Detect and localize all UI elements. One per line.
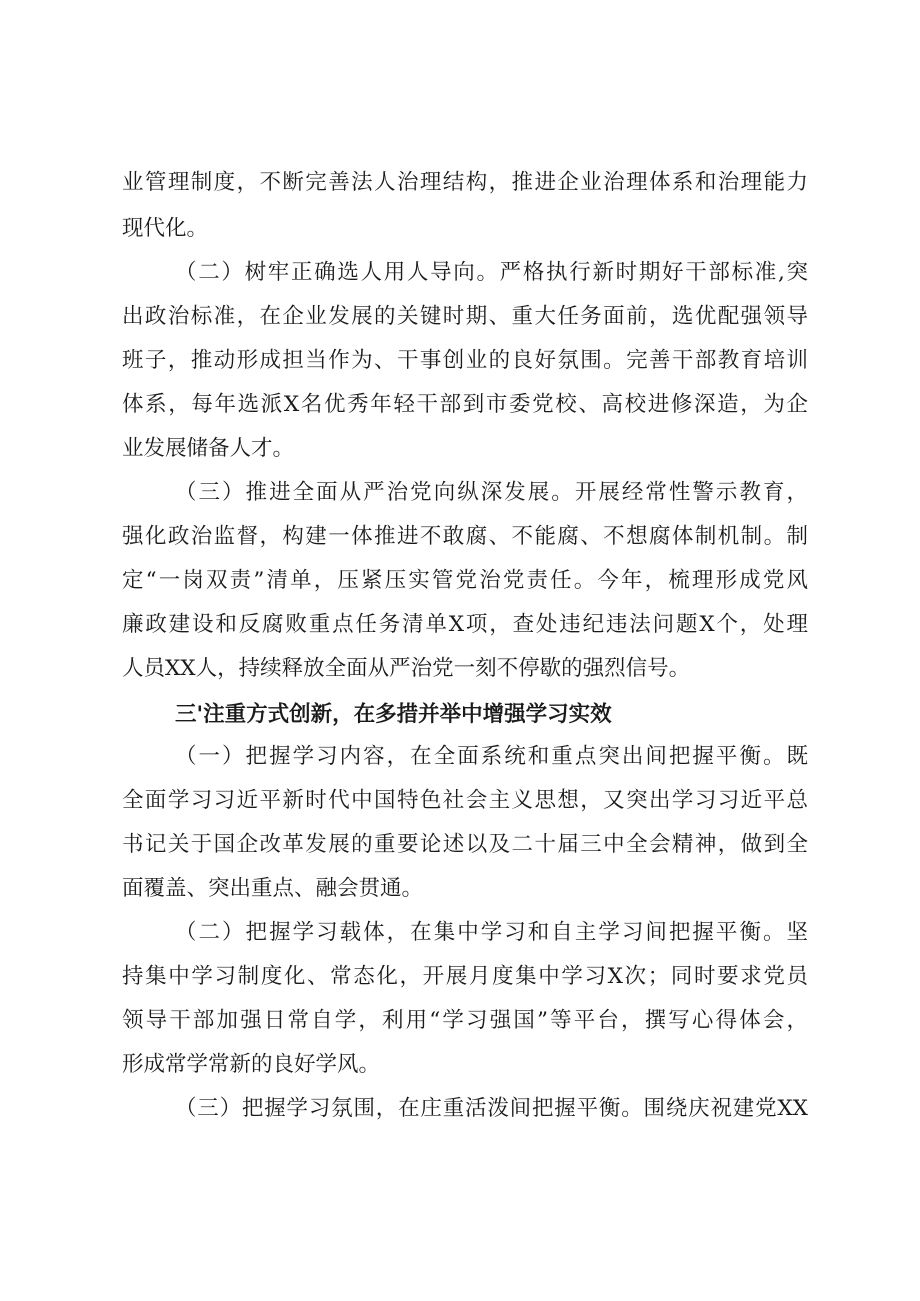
body-line: （二）把握学习载体，在集中学习和自主学习间把握平衡。坚 xyxy=(175,920,808,945)
body-line: 出政治标准，在企业发展的关键时期、重大任务面前，选优配强领导 xyxy=(122,304,808,329)
body-line: 业发展储备人才。 xyxy=(122,436,295,461)
body-line: 业管理制度，不断完善法人治理结构，推进企业治理体系和治理能力 xyxy=(122,170,808,195)
body-line: 廉政建设和反腐败重点任务清单X项，查处违纪违法问题X个，处理 xyxy=(122,612,808,637)
body-line: （三）推进全面从严治党向纵深发展。开展经常性警示教育， xyxy=(175,480,808,505)
body-line: 人员XX人，持续释放全面从严治党一刻不停歇的强烈信号。 xyxy=(122,656,691,681)
body-line: （三）把握学习氛围，在庄重活泼间把握平衡。围绕庆祝建党XX xyxy=(175,1096,808,1121)
section-heading: 三'注重方式创新，在多措并举中增强学习实效 xyxy=(175,702,612,727)
body-line: 全面学习习近平新时代中国特色社会主义思想，又突出学习习近平总 xyxy=(122,788,808,813)
body-line: 体系，每年选派X名优秀年轻干部到市委党校、高校进修深造，为企 xyxy=(122,392,808,417)
body-line: 领导干部加强日常自学，利用“学习强国”等平台，撰写心得体会， xyxy=(122,1008,808,1033)
body-line: 现代化。 xyxy=(122,216,209,241)
body-line: 面覆盖、突出重点、融会贯通。 xyxy=(122,876,424,901)
body-line: （二）树牢正确选人用人导向。严格执行新时期好干部标准,突 xyxy=(175,260,808,285)
body-line: 强化政治监督，构建一体推进不敢腐、不能腐、不想腐体制机制。制 xyxy=(122,524,808,549)
body-line: （一）把握学习内容，在全面系统和重点突出间把握平衡。既 xyxy=(175,744,808,769)
body-line: 形成常学常新的良好学风。 xyxy=(122,1052,381,1077)
body-line: 班子，推动形成担当作为、干事创业的良好氛围。完善干部教育培训 xyxy=(122,348,808,373)
body-line: 持集中学习制度化、常态化，开展月度集中学习X次；同时要求党员 xyxy=(122,964,808,989)
body-line: 定“一岗双责”清单，压紧压实管党治党责任。今年，梳理形成党风 xyxy=(122,568,808,593)
body-line: 书记关于国企改革发展的重要论述以及二十届三中全会精神，做到全 xyxy=(122,832,808,857)
